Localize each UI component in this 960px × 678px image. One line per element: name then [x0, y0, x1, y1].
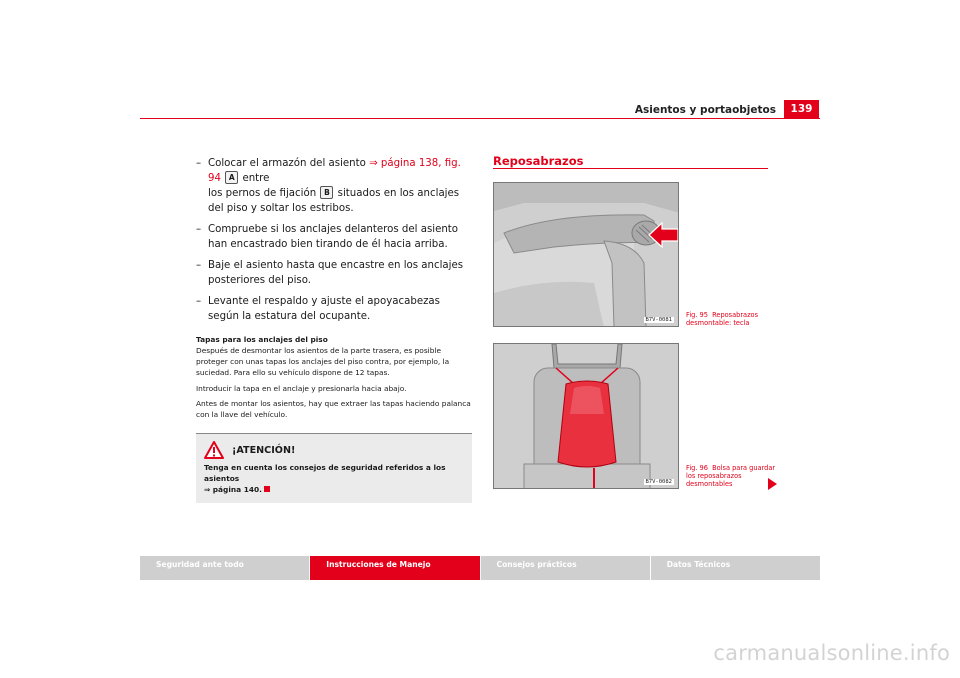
- warning-box: [196, 433, 472, 503]
- figure-code: B7V-0082: [645, 479, 672, 485]
- end-of-section-icon: [264, 486, 270, 492]
- footer-nav: [140, 556, 820, 580]
- warning-title: ¡ATENCIÓN!: [232, 444, 296, 456]
- step-dash: –: [196, 224, 202, 235]
- instruction-step: [196, 258, 472, 288]
- step-text: entre: [239, 173, 270, 184]
- warning-triangle-icon: [204, 441, 224, 459]
- warning-text-body: Tenga en cuenta los consejos de seguridad referidos a los asientos: [204, 463, 446, 484]
- label-tag-b: B: [320, 186, 333, 199]
- caption-text: Reposabrazos desmontable: tecla: [686, 311, 759, 327]
- subsection-heading: Tapas para los anclajes del piso: [196, 335, 328, 344]
- step-dash: –: [196, 296, 202, 307]
- paragraph: Antes de montar los asientos, hay que extraer las tapas haciendo palanca con la llave del vehículo.: [196, 398, 471, 420]
- watermark: carmanualsonline.info: [713, 641, 950, 665]
- step-text: Baje el asiento hasta que encastre en los anclajes posteriores del piso.: [208, 260, 464, 286]
- instruction-step: [196, 294, 472, 324]
- instruction-step: [196, 222, 472, 252]
- footer-tab-datos[interactable]: Datos Técnicos: [651, 556, 820, 580]
- figure-code: B7V-0081: [645, 317, 672, 323]
- label-tag-a: A: [225, 171, 238, 184]
- step-dash: –: [196, 260, 202, 271]
- armrest-illustration: [494, 183, 679, 327]
- step-text: situados en los anclajes del piso y soltar los estribos.: [208, 188, 460, 214]
- left-column: [196, 156, 472, 503]
- footer-tab-consejos[interactable]: Consejos prácticos: [481, 556, 650, 580]
- section-title: Reposabrazos: [493, 154, 584, 168]
- instruction-step: [196, 156, 472, 216]
- figure-armrest-bag: [493, 343, 679, 489]
- armrest-bag-illustration: [494, 344, 679, 489]
- figure-armrest-button: [493, 182, 679, 327]
- step-dash: –: [196, 158, 202, 169]
- warning-page-link[interactable]: ⇒ página 140.: [204, 485, 262, 495]
- step-text: Compruebe si los anclajes delanteros del asiento han encastrado bien tirando de él hacia arriba.: [208, 224, 459, 250]
- caption-text: Bolsa para guardar los reposabrazos desmontables: [686, 464, 776, 488]
- paragraph: Después de desmontar los asientos de la parte trasera, es posible proteger con unas tapas los anclajes del piso contra, por ejemplo, la suciedad. Para ello su vehículo dispone de 12 tapas.: [196, 346, 450, 378]
- step-text: Levante el respaldo y ajuste el apoyacabezas según la estatura del ocupante.: [208, 296, 440, 322]
- page-reference-link[interactable]: ⇒ página 138, fig. 94: [208, 158, 461, 184]
- caption-number: Fig. 96: [686, 464, 708, 472]
- paragraph: Introducir la tapa en el anclaje y presionarla hacia abajo.: [196, 383, 407, 393]
- caption-number: Fig. 95: [686, 311, 708, 319]
- header-divider: [140, 118, 820, 119]
- step-text: [221, 173, 224, 184]
- footer-tab-instrucciones[interactable]: Instrucciones de Manejo: [310, 556, 479, 580]
- figure-caption: [686, 464, 776, 488]
- page-header-title: Asientos y portaobjetos: [634, 104, 776, 116]
- footer-tab-seguridad[interactable]: Seguridad ante todo: [140, 556, 309, 580]
- figure-caption: [686, 311, 776, 327]
- section-divider: [493, 168, 768, 169]
- next-page-arrow-icon[interactable]: [768, 478, 777, 490]
- page-number-badge: 139: [784, 100, 819, 118]
- step-text: los pernos de fijación: [208, 188, 320, 199]
- warning-text: [204, 462, 464, 495]
- step-text: Colocar el armazón del asiento: [208, 158, 370, 169]
